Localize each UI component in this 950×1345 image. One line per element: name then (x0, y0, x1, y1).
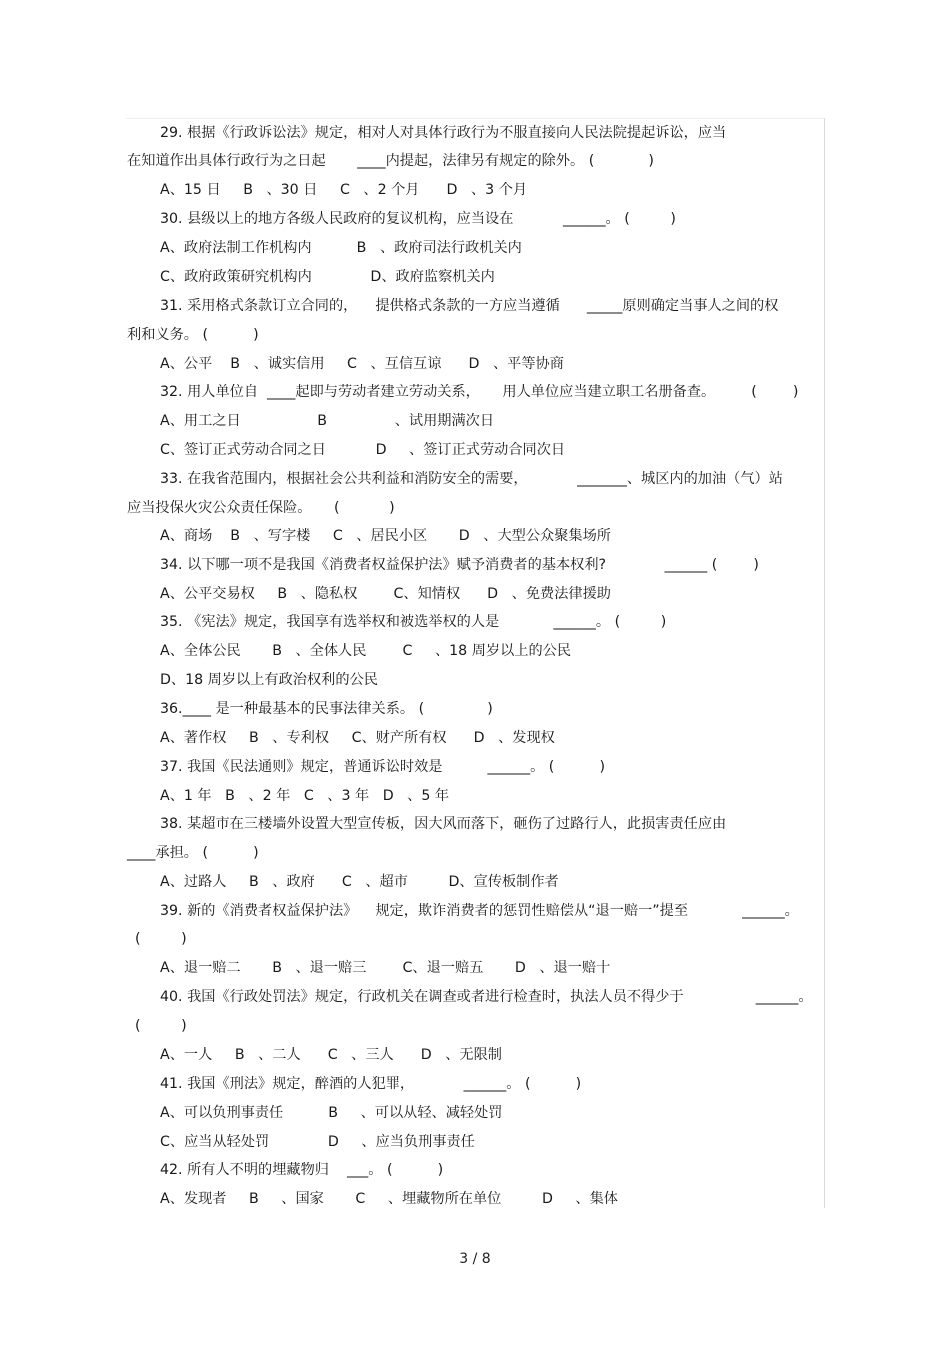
text-line: A、一人 B 、二人 C 、三人 D 、无限制 (160, 1047, 502, 1063)
text-line: 37. 我国《民法通则》规定，普通诉讼时效是 ______。 ( ) (160, 759, 605, 775)
text-line: 34. 以下哪一项不是我国《消费者权益保护法》赋予消费者的基本权利? ______ ( ) (160, 557, 759, 573)
text-line: A、著作权 B 、专利权 C、财产所有权 D 、发现权 (160, 730, 555, 746)
text-line: D、18 周岁以上有政治权利的公民 (160, 672, 378, 688)
text-line: ____承担。 ( ) (127, 845, 259, 861)
text-line: 35. 《宪法》规定，我国享有选举权和被选举权的人是 ______。 ( ) (160, 614, 667, 630)
text-line: 40. 我国《行政处罚法》规定，行政机关在调查或者进行检查时，执法人员不得少于 ______。 (160, 989, 813, 1005)
text-line: 在知道作出具体行政行为之日起 ____内提起，法律另有规定的除外。 ( ) (127, 153, 654, 169)
text-line: 36.____ 是一种最基本的民事法律关系。 ( ) (160, 701, 493, 717)
text-line: A、可以负刑事责任 B 、可以从轻、减轻处罚 (160, 1105, 503, 1121)
page-number: 3 / 8 (459, 1251, 491, 1267)
text-line: A、15 日 B 、30 日 C 、2 个月 D 、3 个月 (160, 182, 528, 198)
text-line: 30. 县级以上的地方各级人民政府的复议机构，应当设在 ______。 ( ) (160, 211, 676, 227)
text-line: 31. 采用格式条款订立合同的， 提供格式条款的一方应当遵循 _____原则确定当事人之间的权 (160, 298, 779, 314)
text-line: C、应当从轻处罚 D 、应当负刑事责任 (160, 1134, 475, 1150)
text-line: C、签订正式劳动合同之日 D 、签订正式劳动合同次日 (160, 442, 566, 458)
text-line: 33. 在我省范围内，根据社会公共利益和消防安全的需要， _______、城区内的加油（气）站 (160, 471, 783, 487)
text-line: ( ) (135, 1018, 187, 1034)
text-line: 29. 根据《行政诉讼法》规定，相对人对具体行政行为不服直接向人民法院提起诉讼，应当 (160, 125, 727, 141)
text-line: C、政府政策研究机构内 D、政府监察机关内 (160, 269, 495, 285)
text-line: A、全体公民 B 、全体人民 C 、18 周岁以上的公民 (160, 643, 572, 659)
text-line: 41. 我国《刑法》规定，醉酒的人犯罪， ______。 ( ) (160, 1076, 582, 1092)
text-line: 32. 用人单位自 ____起即与劳动者建立劳动关系， 用人单位应当建立职工名册备查。 ( ) (160, 384, 799, 400)
text-line: A、退一赔二 B 、退一赔三 C、退一赔五 D 、退一赔十 (160, 960, 611, 976)
text-line: A、政府法制工作机构内 B 、政府司法行政机关内 (160, 240, 522, 256)
text-line: 应当投保火灾公众责任保险。 ( ) (127, 500, 395, 516)
text-line: 利和义务。 ( ) (127, 327, 259, 343)
text-line: A、过路人 B 、政府 C 、超市 D、宣传板制作者 (160, 874, 559, 890)
text-line: A、公平 B 、诚实信用 C 、互信互谅 D 、平等协商 (160, 356, 564, 372)
text-line: 39. 新的《消费者权益保护法》 规定，欺诈消费者的惩罚性赔偿从“退一赔一”提至 ______。 (160, 903, 799, 919)
text-line: A、发现者 B 、国家 C 、埋藏物所在单位 D 、集体 (160, 1191, 618, 1207)
text-line: 42. 所有人不明的埋藏物归 ___。 ( ) (160, 1162, 444, 1178)
text-line: A、商场 B 、写字楼 C 、居民小区 D 、大型公众聚集场所 (160, 528, 611, 544)
text-line: 38. 某超市在三楼墙外设置大型宣传板，因大风而落下，砸伤了过路行人，此损害责任应由 (160, 816, 727, 832)
text-line: A、1 年 B 、2 年 C 、3 年 D 、5 年 (160, 788, 450, 804)
text-line: A、公平交易权 B 、隐私权 C、知情权 D 、免费法律援助 (160, 586, 611, 602)
text-line: A、用工之日 B 、试用期满次日 (160, 413, 495, 429)
text-line: ( ) (135, 931, 187, 947)
